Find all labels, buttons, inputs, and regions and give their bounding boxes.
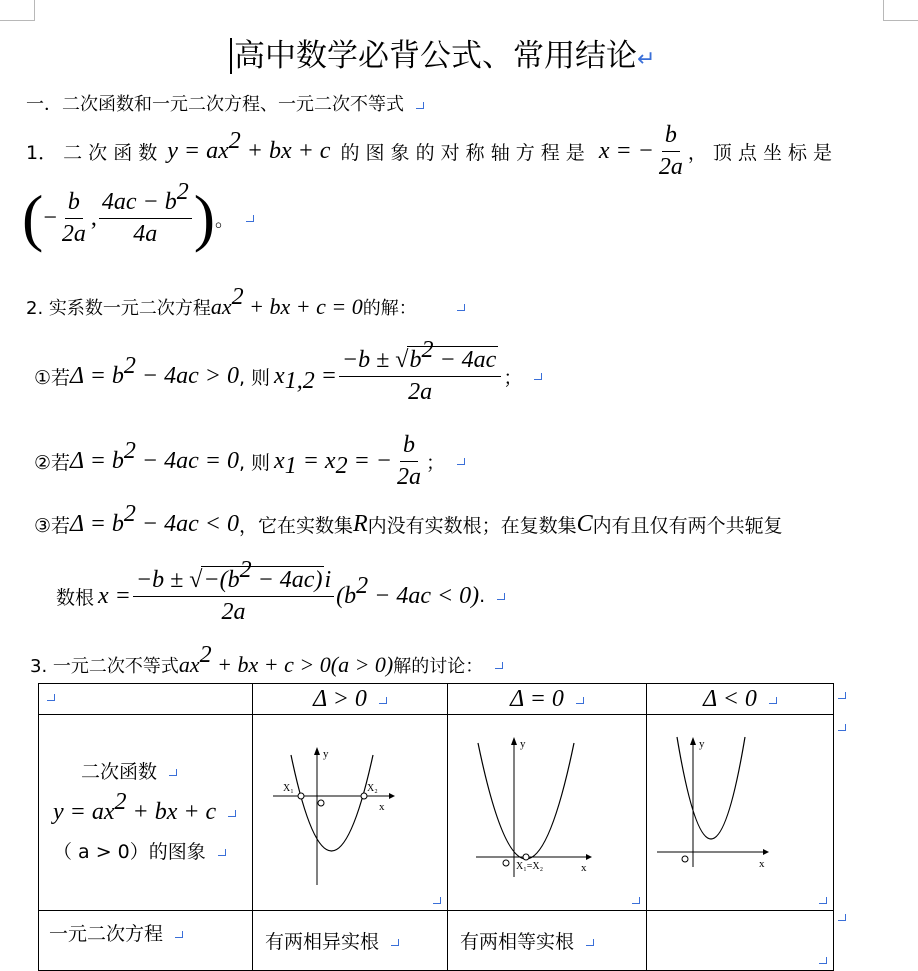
- graph-x1x2-label: X₁=X₂: [516, 861, 544, 872]
- section-heading: [26, 90, 424, 116]
- case3-fraction: $\frac{-b \pm √-(b^2 - 4ac)i}{2a}$: [133, 566, 334, 626]
- paragraph-mark: [457, 458, 465, 465]
- case3-text3: 内有且仅有两个共轭复: [592, 515, 783, 537]
- item3-tail: 解的讨论：: [393, 656, 484, 677]
- section-heading-text: 一．二次函数和一元二次方程、一元二次不等式: [26, 94, 404, 115]
- row-end-mark: [838, 692, 846, 699]
- graph-y-label: y: [699, 738, 705, 750]
- vertex-x-fraction: $\frac{b}{2a}$: [61, 188, 86, 247]
- table-header-row: [39, 684, 834, 715]
- cell-mark: [47, 694, 55, 701]
- cell-mark: [379, 697, 387, 704]
- title-text: 高中数学必背公式、常用结论: [230, 38, 637, 74]
- graph-cell-delta-negative: [647, 715, 834, 911]
- item1-suffix: ， 顶 点 坐 标 是: [687, 142, 833, 164]
- item2-label: 2. 实系数一元二次方程: [26, 298, 211, 319]
- item2-equation: $ax^2$ + bx + c = 0: [210, 284, 363, 319]
- paragraph-mark: [457, 304, 465, 311]
- table-row: [39, 911, 834, 971]
- paragraph-mark: [228, 810, 236, 817]
- case1-roots: $x_{1,2}$ =: [274, 362, 337, 394]
- case1-then: , 则: [238, 366, 271, 389]
- item2-tail: 的解：: [362, 298, 417, 319]
- paragraph-mark: [246, 215, 254, 222]
- graph-y-label: y: [323, 748, 329, 760]
- table-cell: [647, 911, 834, 971]
- case3-prefix: ③若: [34, 515, 71, 537]
- case3-condition2: $(b^2 - 4ac < 0)$: [336, 572, 480, 609]
- axis-fraction: $\frac{b}{2a}$: [658, 122, 683, 180]
- row-label-cell: [39, 715, 253, 911]
- case3-R: R: [352, 511, 368, 537]
- discussion-table: [38, 683, 834, 971]
- row-label-formula: $y = ax^2$ + bx + c: [53, 798, 252, 827]
- graph-cell-delta-zero: [448, 715, 647, 911]
- graph-x1-label: X₁: [283, 783, 294, 794]
- case2-roots: $x_1 = x_2$ = −: [274, 448, 392, 479]
- header-delta-negative: Δ < 0: [703, 685, 757, 712]
- item1-axis: x = −: [598, 138, 654, 164]
- left-paren: (: [22, 182, 44, 253]
- minus-sign: −: [43, 204, 57, 231]
- cell-mark: [819, 957, 827, 964]
- case1-condition: $\Delta = b^2 - 4ac > 0$: [70, 352, 239, 389]
- table-header-cell: [39, 684, 253, 715]
- row-end-mark: [838, 724, 846, 731]
- item1-prefix: 1． 二 次 函 数: [26, 142, 158, 164]
- graph-x2-label: X₂: [367, 783, 378, 794]
- item1-formula: $y = ax^2$ + bx + c: [167, 128, 331, 164]
- paragraph-mark: [497, 593, 505, 600]
- case3-text: ，它在实数集: [238, 515, 353, 537]
- graph-x-label: x: [581, 862, 587, 874]
- item2-line: [26, 284, 465, 320]
- case2-line: [34, 432, 465, 491]
- case1-prefix: ①若: [34, 366, 71, 389]
- graph-cell-delta-positive: [253, 715, 448, 911]
- crop-mark-top-left: [0, 0, 35, 21]
- row-end-mark: [838, 914, 846, 921]
- paragraph-mark: [218, 849, 226, 856]
- vertex-line: [22, 178, 254, 253]
- case2-end: ；: [425, 452, 445, 474]
- paragraph-mark: [169, 769, 177, 776]
- graph-no-root: [647, 715, 833, 905]
- item3-inequality: $ax^2$ + bx + c > 0(a > 0): [178, 642, 394, 677]
- case2-fraction: $\frac{b}{2a}$: [396, 432, 421, 490]
- cell-mark: [769, 697, 777, 704]
- cell-mark: [433, 897, 441, 904]
- header-delta-positive: Δ > 0: [313, 685, 367, 712]
- cell-mark: [819, 897, 827, 904]
- table-cell: 有两相异实根: [253, 911, 448, 971]
- case2-condition: $\Delta = b^2 - 4ac = 0$: [70, 438, 239, 474]
- case3-C: C: [576, 511, 593, 537]
- case3-end: .: [479, 585, 486, 607]
- graph-x-label: x: [379, 801, 385, 813]
- case1-end: ；: [503, 366, 523, 389]
- item3-label: 3. 一元二次不等式: [30, 656, 179, 677]
- page-title: [230, 30, 655, 75]
- table-header-cell: [253, 684, 448, 715]
- case2-then: , 则: [238, 452, 271, 474]
- graph-x-label: x: [759, 858, 765, 870]
- case2-prefix: ②若: [34, 452, 71, 474]
- paragraph-mark: [416, 102, 424, 109]
- table-header-cell: [448, 684, 647, 715]
- return-icon: ↵: [637, 47, 656, 72]
- case3-x: x =: [98, 582, 131, 609]
- comma: ,: [90, 204, 97, 231]
- vertex-y-fraction: $\frac{4ac - b^2}{4a}$: [99, 189, 192, 248]
- crop-mark-top-right: [883, 0, 918, 21]
- case3-condition: $\Delta = b^2 - 4ac < 0$: [70, 501, 239, 537]
- cell-mark: [632, 897, 640, 904]
- row-label-cell: 一元二次方程: [39, 911, 253, 971]
- case3-line2: [56, 557, 505, 626]
- item3-line: [30, 642, 503, 678]
- table-header-cell: [647, 684, 834, 715]
- right-paren: ): [193, 182, 216, 253]
- vertex-tail: 。: [215, 208, 235, 231]
- table-cell: 有两相等实根: [448, 911, 647, 971]
- paragraph-mark: [391, 939, 399, 946]
- case1-line: [34, 337, 542, 406]
- header-delta-zero: Δ = 0: [510, 685, 564, 712]
- paragraph-mark: [495, 662, 503, 669]
- case1-fraction: $\frac{-b \pm √b^2 - 4ac}{2a}$: [339, 346, 501, 406]
- paragraph-mark: [534, 373, 542, 380]
- case3-line2-text: 数根: [56, 586, 95, 609]
- paragraph-mark: [586, 939, 594, 946]
- graph-two-roots: [253, 715, 447, 905]
- row-label-line3: （ a > 0）的图象: [53, 841, 252, 864]
- item1-line: [26, 122, 832, 181]
- case3-line: [34, 501, 783, 538]
- item1-mid: 的 图 象 的 对 称 轴 方 程 是: [340, 142, 585, 164]
- graph-one-root: [448, 715, 646, 905]
- case3-text2: 内没有实数根；在复数集: [367, 515, 577, 537]
- cell-mark: [576, 697, 584, 704]
- paragraph-mark: [175, 931, 183, 938]
- graph-y-label: y: [520, 738, 526, 750]
- row-label-line1: 二次函数: [81, 761, 252, 784]
- table-row: [39, 715, 834, 911]
